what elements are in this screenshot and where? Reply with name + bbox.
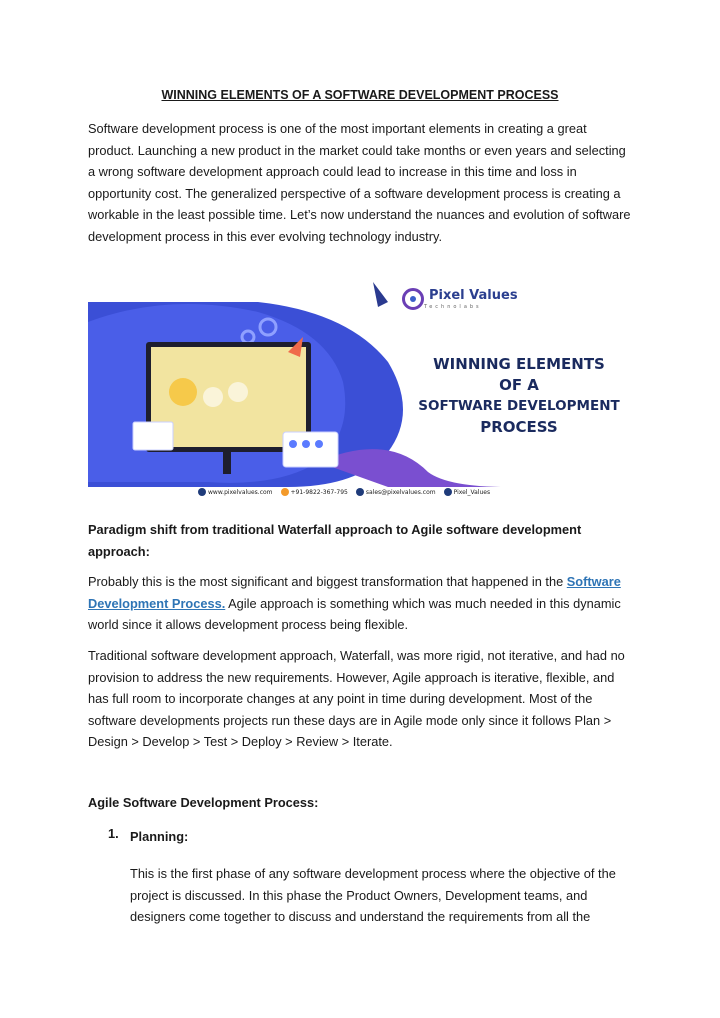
- banner-headline-line: PROCESS: [480, 418, 558, 436]
- paragraph-agile-transformation: [88, 571, 636, 636]
- banner-headline-line: SOFTWARE DEVELOPMENT: [418, 398, 620, 414]
- paragraph-text: Probably this is the most significant and biggest transformation that happened in the: [88, 574, 564, 589]
- contact-email: sales@pixelvalues.com: [365, 488, 436, 496]
- pixel-values-logo: [402, 288, 518, 310]
- social-icon: [444, 488, 452, 496]
- planning-paragraph: This is the first phase of any software development process where the objective of the project is discussed. In this phase the Product Owners, Development teams, and designers come together to discuss and understand the requirements from all the: [130, 866, 616, 925]
- section-heading-agile-process: Agile Software Development Process:: [88, 795, 319, 810]
- list-item-title-planning: Planning:: [130, 829, 189, 844]
- section-heading-paradigm-shift: Paradigm shift from traditional Waterfall approach to Agile software development approach:: [88, 522, 582, 559]
- paragraph-waterfall-vs-agile: Traditional software development approach, Waterfall, was more rigid, not iterative, and had no provision to address the new requirements. However, Agile approach is iterative, flexible, and has full room to incorporate changes at any point in time during development. Most of the software developments projects run these days are in Agile mode only since it follows Plan > Design > Develop > Test > Deploy > Review > Iterate.: [88, 648, 625, 750]
- logo-subtitle: Technolabs: [424, 304, 482, 310]
- page-title: WINNING ELEMENTS OF A SOFTWARE DEVELOPMENT PROCESS: [161, 88, 559, 102]
- list-item-number: 1.: [108, 826, 119, 841]
- globe-icon: [198, 488, 206, 496]
- contact-social: Pixel_Values: [453, 488, 491, 496]
- banner-headline: [404, 354, 634, 438]
- mail-icon: [356, 488, 364, 496]
- software-development-process-link[interactable]: Software Development Process.: [88, 574, 621, 611]
- banner-contact-bar: [198, 488, 490, 496]
- contact-phone: +91-9822-367-795: [290, 488, 348, 496]
- flag-icon: [281, 488, 289, 496]
- logo-name: Pixel Values: [429, 288, 518, 303]
- banner-image: [88, 282, 634, 506]
- contact-website: www.pixelvalues.com: [208, 488, 273, 496]
- banner-headline-line: WINNING ELEMENTS: [433, 355, 605, 373]
- logo-icon: [402, 288, 424, 310]
- banner-headline-line: OF A: [499, 376, 539, 394]
- intro-paragraph: Software development process is one of the most important elements in creating a great product. Launching a new product in the market could take months or even years and selecting a wrong software development approach could lead to increase in this time and loss in opportunity cost. The generalized perspective of a software development process is creating a workable in the least possible time. Let’s now understand the nuances and evolution of software development process in this ever evolving technology industry.: [88, 121, 631, 244]
- paragraph-text: Agile approach is something which was much needed in this dynamic world since it allows development process being flexible.: [88, 595, 621, 633]
